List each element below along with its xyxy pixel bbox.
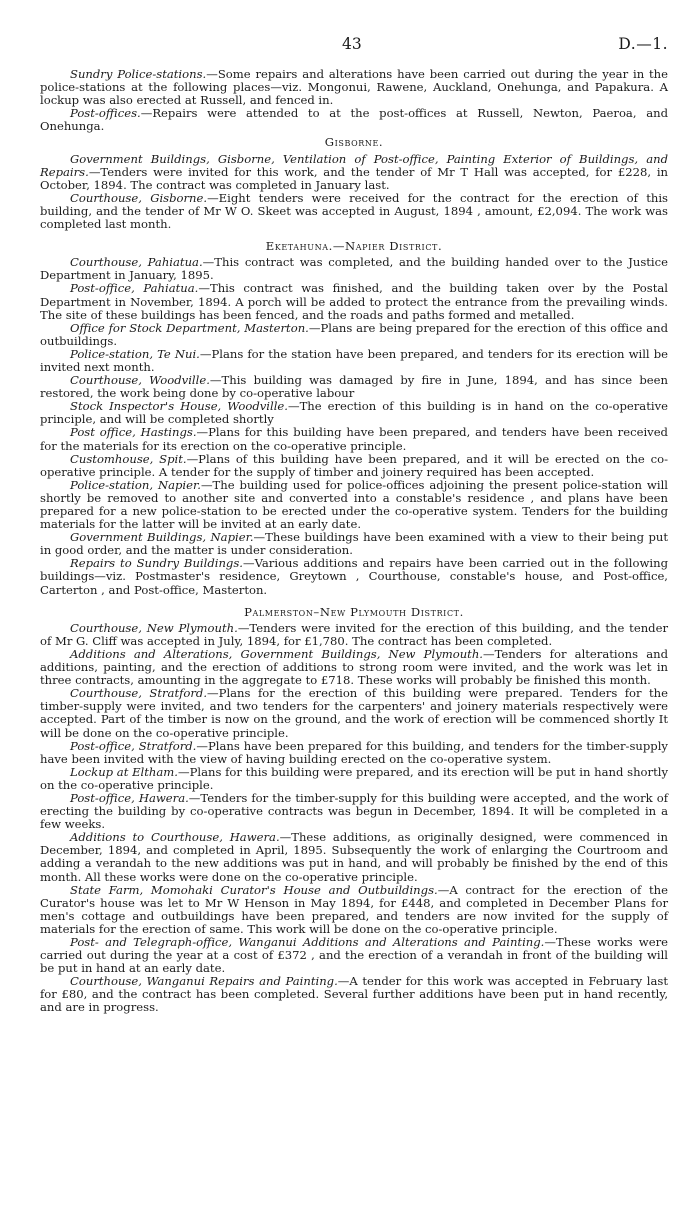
paragraph (40, 648, 668, 687)
paragraph-title: Office for Stock Department, Masterton. (70, 320, 309, 335)
paragraph (40, 282, 668, 321)
paragraph-body: —This contract was completed, and the building handed over to the Justice Department in January, 1895. (40, 255, 668, 283)
paragraph-title: Courthouse, Stratford. (70, 686, 208, 701)
paragraph (40, 453, 668, 479)
paragraph-body: —This building was damaged by fire in June, 1894, and has since been restored, the work being done by co-operative labour (40, 373, 669, 401)
paragraph (40, 557, 668, 596)
paragraph (40, 531, 668, 557)
section-heading-eketahuna-napier: Eketahuna.—Napier District. (265, 239, 443, 254)
paragraph (40, 766, 668, 792)
section-palmerston-new-plymouth (40, 622, 668, 1015)
paragraph-body: —These additions, as originally designed, were commenced in December, 1894, and completed in April, 1895. Subsequently the work of enlarging the Courtroom and adding a verandah to the new additions was put in hand, and will probably be finished by the end of this month. All these works were done on the co-operative principle. (40, 830, 668, 884)
paragraph (40, 622, 668, 648)
paragraph (40, 479, 668, 531)
paragraph-title: Police-station, Napier. (70, 477, 201, 492)
paragraph (40, 192, 668, 231)
paragraph-body: —Tenders for alterations and additions, painting, and the erection of additions to strong room were invited, and the work was let in three contracts, amounting in the aggregate to £718. These works will probably be finished this month. (40, 646, 668, 688)
paragraph-body: —Some repairs and alterations have been carried out during the year in the police-stations at the following places—viz. Mongonui, Rawene, Auckland, Onehunga, and Papakura. A lockup was also erected at Russell, and fenced in. (40, 67, 668, 108)
paragraph (40, 687, 668, 739)
paragraph (40, 322, 668, 348)
paragraph-body: —Plans for the erection of this building were prepared. Tenders for the timber-supply were invited, and two tenders for the carpenters' and joinery materials respectively were accepted. Part of the timber is now on the ground, and the work of erection will be commenced shortly It will be done on the co-operative principle. (40, 686, 669, 740)
paragraph-title: Post-office, Stratford. (70, 738, 197, 753)
paragraph-body: —Plans for this building were prepared, and its erection will be put in hand shortly on the co-operative principle. (40, 764, 668, 792)
section-heading-gisborne: Gisborne. (324, 135, 384, 150)
paragraph (40, 153, 668, 192)
page-number: 43 (342, 35, 362, 53)
paragraph (40, 256, 668, 282)
paragraph-title: Courthouse, Pahiatua. (70, 255, 203, 270)
paragraph-title: State Farm, Momohaki Curator's House and Outbuildings. (70, 882, 438, 897)
paragraph-body: —Tenders were invited for the erection of this building, and the tender of Mr G. Cliff was accepted in July, 1894, for £1,780. The contract has been completed. (40, 620, 668, 648)
paragraph-title: Post office, Hastings. (70, 425, 197, 440)
paragraph-body: —The building used for police-offices adjoining the present police-station will shortly be removed to another site and converted into a constable's residence , and plans have been prepared for a new police-station to be erected under the co-operative system. Tenders for the building materials for the latter will be invited at an early date. (40, 477, 668, 532)
paragraph-body: —A contract for the erection of the Curator's house was let to Mr W Henson in May 1894, for £448, and completed in December Plans for men's cottage and outbuildings have been prepared, and tenders are now invited for the supply of materials for the erection of same. This work will be done on the co-operative principle. (40, 882, 668, 936)
paragraph-body: —Plans are being prepared for the erection of this office and outbuildings. (40, 320, 668, 348)
paragraph-title: Courthouse, Woodville. (70, 373, 210, 388)
paragraph-body: —Plans have been prepared for this building, and tenders for the timber-supply have been invited with the view of having building erected on the co-operative system. (40, 738, 668, 766)
paragraph (40, 426, 668, 452)
paragraph-body: —Repairs were attended to at the post-offices at Russell, Newton, Paeroa, and Onehunga. (40, 106, 668, 134)
paragraph (40, 884, 668, 936)
section-eketahuna-napier (40, 256, 668, 596)
section-sundry (40, 68, 668, 133)
paragraph-body: —These works were carried out during the year at a cost of £372 , and the erection of a verandah in front of the building will be put in hand at an early date. (40, 935, 668, 976)
paragraph (40, 68, 668, 107)
paragraph-title: Courthouse, New Plymouth. (70, 620, 238, 635)
paragraph (40, 936, 668, 975)
paragraph-title: Post-office, Pahiatua. (70, 281, 199, 296)
paragraph-title: Stock Inspector's House, Woodville. (70, 399, 288, 414)
paragraph-body: —Tenders for the timber-supply for this building were accepted, and the work of erecting the building by co-operative contracts was begun in December, 1894. It will be completed in a few weeks. (40, 790, 668, 832)
paragraph-body: —The erection of this building is in hand on the co-operative principle, and will be completed shortly (40, 399, 668, 427)
paragraph (40, 348, 668, 374)
paragraph-title: Post- and Telegraph-office, Wanganui Additions and Alterations and Painting. (70, 935, 545, 949)
paragraph-body: —Eight tenders were received for the contract for the erection of this building, and the tender of Mr W O. Skeet was accepted in August, 1894 , amount, £2,094. The work was completed last month. (40, 190, 668, 232)
paragraph (40, 107, 668, 133)
paragraph-body: —Plans for this building have been prepared, and tenders have been received for the materials for its erection on the co-operative principle. (40, 425, 668, 453)
paragraph-body: —A tender for this work was accepted in February last for £80, and the contract has been completed. Several further additions have been put in hand recently, and are in progress. (40, 974, 668, 1015)
paragraph-body: —Tenders were invited for this work, and the tender of Mr T Hall was accepted, for £228, in October, 1894. The contract was completed in January last. (40, 164, 668, 192)
paragraph (40, 792, 668, 831)
paragraph-body: —Plans for the station have been prepared, and tenders for its erection will be invited next month. (40, 346, 668, 374)
paragraph-title: Post-offices. (70, 106, 141, 121)
paragraph-body: —Various additions and repairs have been carried out in the following buildings—viz. Postmaster's residence, Greytown , Courthouse, constable's house, and Post-office, Carterton , and Post-office, Masterton. (40, 556, 668, 597)
paragraph-body: —These buildings have been examined with a view to their being put in good order, and the matter is under consideration. (40, 530, 668, 558)
paragraph-title: Police-station, Te Nui. (70, 346, 200, 361)
section-heading-palmerston-new-plymouth: Palmerston–New Plymouth District. (244, 604, 464, 619)
paragraph-title: Repairs to Sundry Buildings. (70, 556, 243, 571)
paragraph (40, 400, 668, 426)
section-gisborne (40, 153, 668, 232)
paragraph-title: Additions and Alterations, Government Buildings, New Plymouth. (70, 646, 483, 661)
paragraph (40, 831, 668, 883)
paragraph (40, 975, 668, 1014)
paragraph-title: Courthouse, Wanganui Repairs and Painting. (70, 974, 338, 989)
paragraph (40, 374, 668, 400)
document-reference: D.—1. (618, 35, 668, 53)
paragraph-title: Courthouse, Gisborne. (70, 190, 208, 205)
paragraph-title: Additions to Courthouse, Hawera. (70, 830, 280, 845)
paragraph-title: Post-office, Hawera. (70, 790, 189, 805)
paragraph-title: Lockup at Eltham. (70, 764, 178, 779)
paragraph-title: Customhouse, Spit. (70, 451, 187, 466)
paragraph-body: —This contract was finished, and the building taken over by the Postal Department in November, 1894. A porch will be added to protect the entrance from the prevailing winds. The site of these buildings has been fenced, and the roads and paths formed and metalled. (40, 281, 668, 322)
paragraph-body: —Plans of this building have been prepared, and it will be erected on the co-operative principle. A tender for the supply of timber and joinery required has been accepted. (40, 451, 668, 479)
paragraph-title: Sundry Police-stations. (70, 67, 207, 81)
paragraph-title: Government Buildings, Gisborne, Ventilation of Post-office, Painting Exterior of Buildings, and Repairs. (40, 151, 668, 179)
paragraph-title: Government Buildings, Napier. (70, 530, 254, 545)
paragraph (40, 740, 668, 766)
page-header (40, 35, 668, 68)
